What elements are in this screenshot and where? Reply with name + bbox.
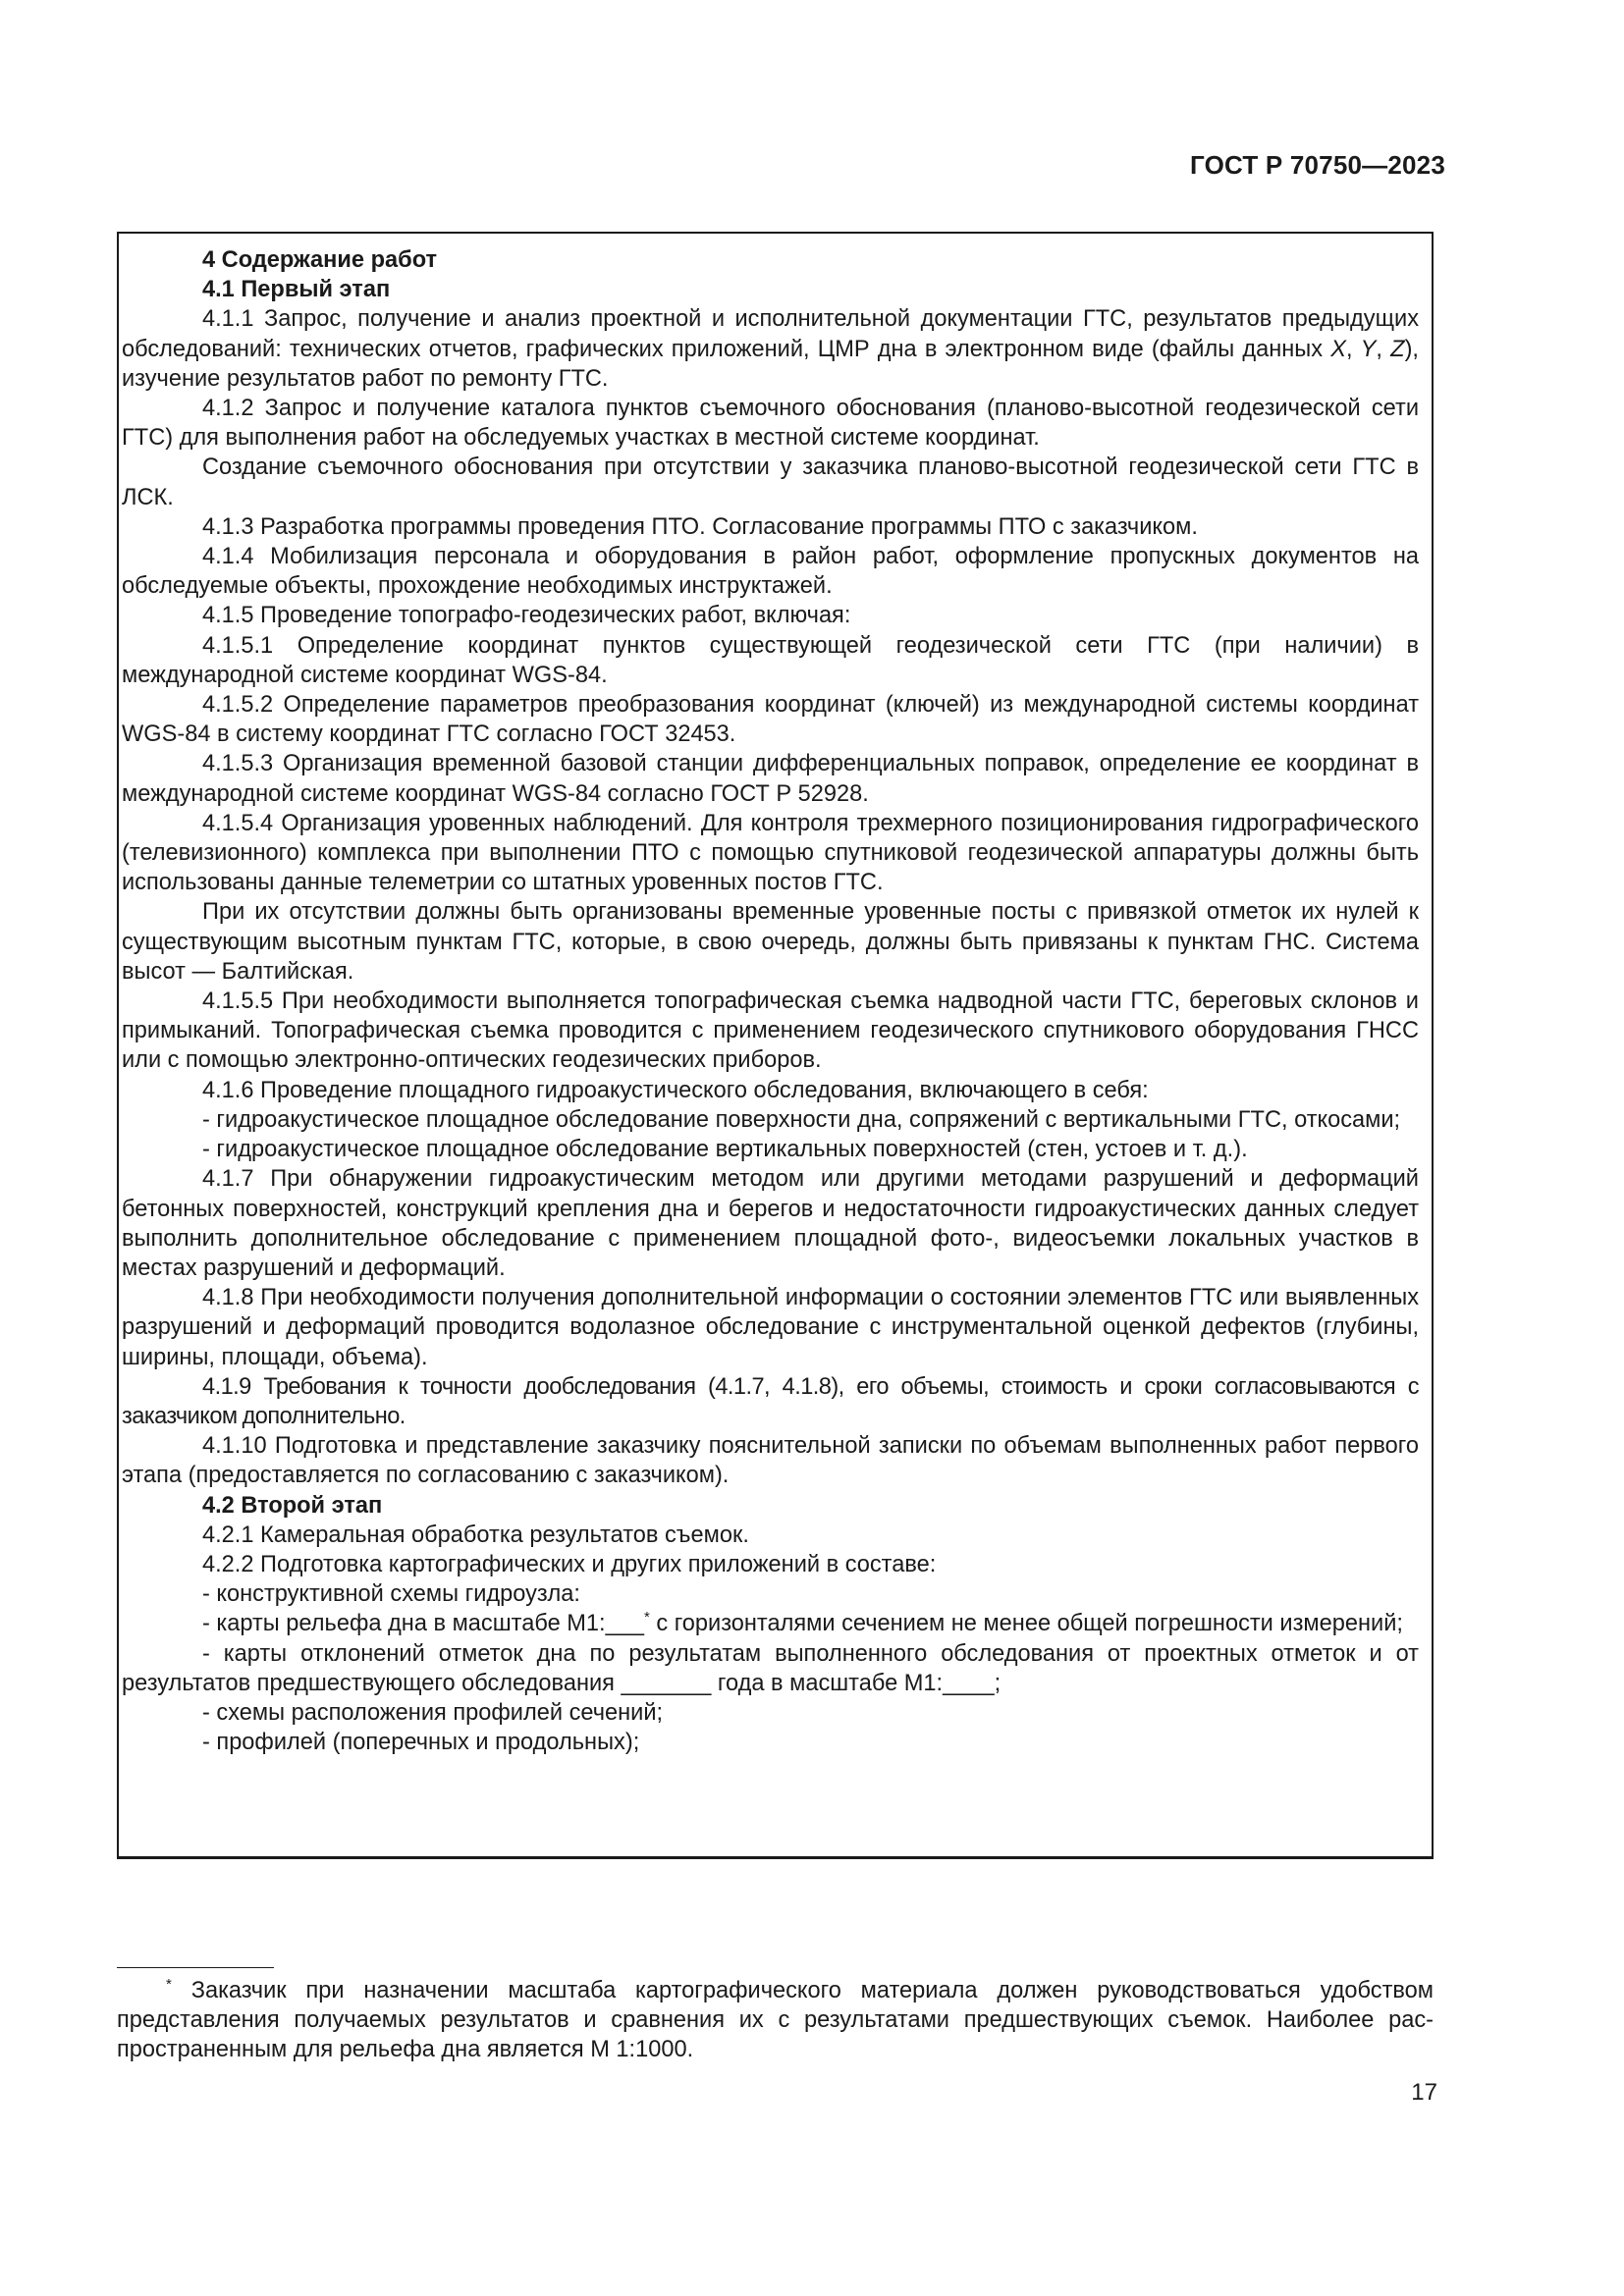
paragraph: 4.1.5 Проведение топографо-геодезических работ, включая: <box>202 603 851 629</box>
paragraph: 4.1.5.4 Организация уровенных наблюдений. Для контроля трехмерного позиционирования гидрографического (телевизионного) комплекса при выполнении ПТО с помощью спутниковой геодезической аппаратуры должны быть использованы данные телеметрии со штатных уровенных постов ГТС. <box>122 810 1419 896</box>
paragraph: 4.1.2 Запрос и получение каталога пунктов съемочного обоснования (планово-высотной геодезической сети ГТС) для выполнения работ на обследуемых участках в местной системе координат. <box>122 396 1419 452</box>
paragraph: 4.2.1 Камеральная обработка результатов съемок. <box>202 1522 749 1548</box>
main-text <box>122 245 1419 1757</box>
list-item-text: - карты рельефа дна в масштабе М1:___ <box>202 1611 644 1637</box>
paragraph: 4.1.1 Запрос, получение и анализ проектной и исполнительной документации ГТС, результатов предыдущих обследований: технических отчетов, графических приложений, ЦМР дна в электронном виде (файлы данных X, Y, Z), изучение результатов работ по ремонту ГТС. <box>122 306 1419 392</box>
list-item: - профилей (поперечных и продольных); <box>202 1730 640 1756</box>
list-item: - гидроакустическое площадное обследование поверхности дна, сопряжений с вертикальными ГТС, откосами; <box>202 1106 1401 1133</box>
subsection-heading: 4.2 Второй этап <box>202 1492 383 1519</box>
page-number: 17 <box>1411 2079 1437 2106</box>
footnote-text <box>117 1976 1434 2065</box>
paragraph: 4.1.10 Подготовка и представление заказчику пояснительной записки по объемам выполненных работ первого этапа (предоставляется по согласованию с заказчиком). <box>122 1433 1419 1489</box>
paragraph: 4.2.2 Подготовка картографических и других приложений в составе: <box>202 1551 937 1577</box>
footnote-separator <box>117 1967 274 1968</box>
paragraph: 4.1.5.2 Определение параметров преобразования координат (ключей) из международной системы координат WGS-84 в систему координат ГТС согласно ГОСТ 32453. <box>122 692 1419 748</box>
list-item: - гидроакустическое площадное обследование вертикальных поверхностей (стен, устоев и т. д.). <box>202 1137 1248 1163</box>
paragraph: 4.1.5.1 Определение координат пунктов существующей геодезической сети ГТС (при наличии) в международной системе координат WGS-84. <box>122 632 1419 688</box>
footnote-body: Заказчик при назначении масштаба картографического материала должен руководствоваться удобством представления получаемых результатов и сравнения их с результатами предшествующих съемок. Наиболее распространенным для рельефа дна является М 1:1000. <box>117 1978 1434 2063</box>
paragraph: Создание съемочного обоснования при отсутствии у заказчика планово-высотной геодезической сети ГТС в ЛСК. <box>122 454 1419 510</box>
paragraph: 4.1.8 При необходимости получения дополнительной информации о состоянии элементов ГТС или выявленных разрушений и деформаций проводится водолазное обследование с инструментальной оценкой дефектов (глубины, ширины, площади, объема). <box>122 1285 1419 1370</box>
footnote-ref: * <box>643 1609 650 1627</box>
paragraph: 4.1.4 Мобилизация персонала и оборудования в район работ, оформление пропускных документов на обследуемые объекты, прохождение необходимых инструктажей. <box>122 544 1419 600</box>
list-item: - схемы расположения профилей сечений; <box>202 1699 664 1726</box>
footnote-mark: * <box>166 1976 172 1994</box>
list-item: - карты отклонений отметок дна по результатам выполненного обследования от проектных отметок и от результатов предшествующего обследования _______ года в масштабе М1:____; <box>122 1640 1419 1696</box>
paragraph: 4.1.6 Проведение площадного гидроакустического обследования, включающего в себя: <box>202 1077 1149 1103</box>
paragraph: При их отсутствии должны быть организованы временные уровенные посты с привязкой отметок их нулей к существующим высотным пунктам ГТС, которые, в свою очередь, должны быть привязаны к пунктам ГНС. Система высот — Балтийская. <box>122 899 1419 985</box>
paragraph: 4.1.3 Разработка программы проведения ПТО. Согласование программы ПТО с заказчиком. <box>202 513 1198 540</box>
list-item <box>122 1609 1419 1638</box>
paragraph: 4.1.9 Требования к точности дообследования (4.1.7, 4.1.8), его объемы, стоимость и сроки согласовываются с заказчиком дополнительно. <box>122 1373 1419 1429</box>
subsection-heading: 4.1 Первый этап <box>202 277 391 303</box>
list-item: - конструктивной схемы гидроузла: <box>202 1581 580 1608</box>
paragraph: 4.1.5.3 Организация временной базовой станции дифференциальных поправок, определение ее координат в международной системе координат WGS-84 согласно ГОСТ Р 52928. <box>122 751 1419 807</box>
footnote <box>117 1976 1434 2065</box>
list-item-text: с горизонталями сечением не менее общей погрешности измерений; <box>656 1611 1403 1637</box>
paragraph: 4.1.7 При обнаружении гидроакустическим методом или другими методами разрушений и деформаций бетонных поверхностей, конструкций крепления дна и берегов и недостаточности гидроакустических данных следует выполнить дополнительное обследование с применением площадной фото-, видеосъемки локальных участков в местах разрушений и деформаций. <box>122 1166 1419 1281</box>
document-header: ГОСТ Р 70750—2023 <box>1190 150 1445 180</box>
section-heading: 4 Содержание работ <box>202 247 438 273</box>
paragraph: 4.1.5.5 При необходимости выполняется топографическая съемка надводной части ГТС, береговых склонов и примыканий. Топографическая съемка проводится с применением геодезического спутникового оборудования ГНСС или с помощью электронно-оптических геодезических приборов. <box>122 988 1419 1074</box>
